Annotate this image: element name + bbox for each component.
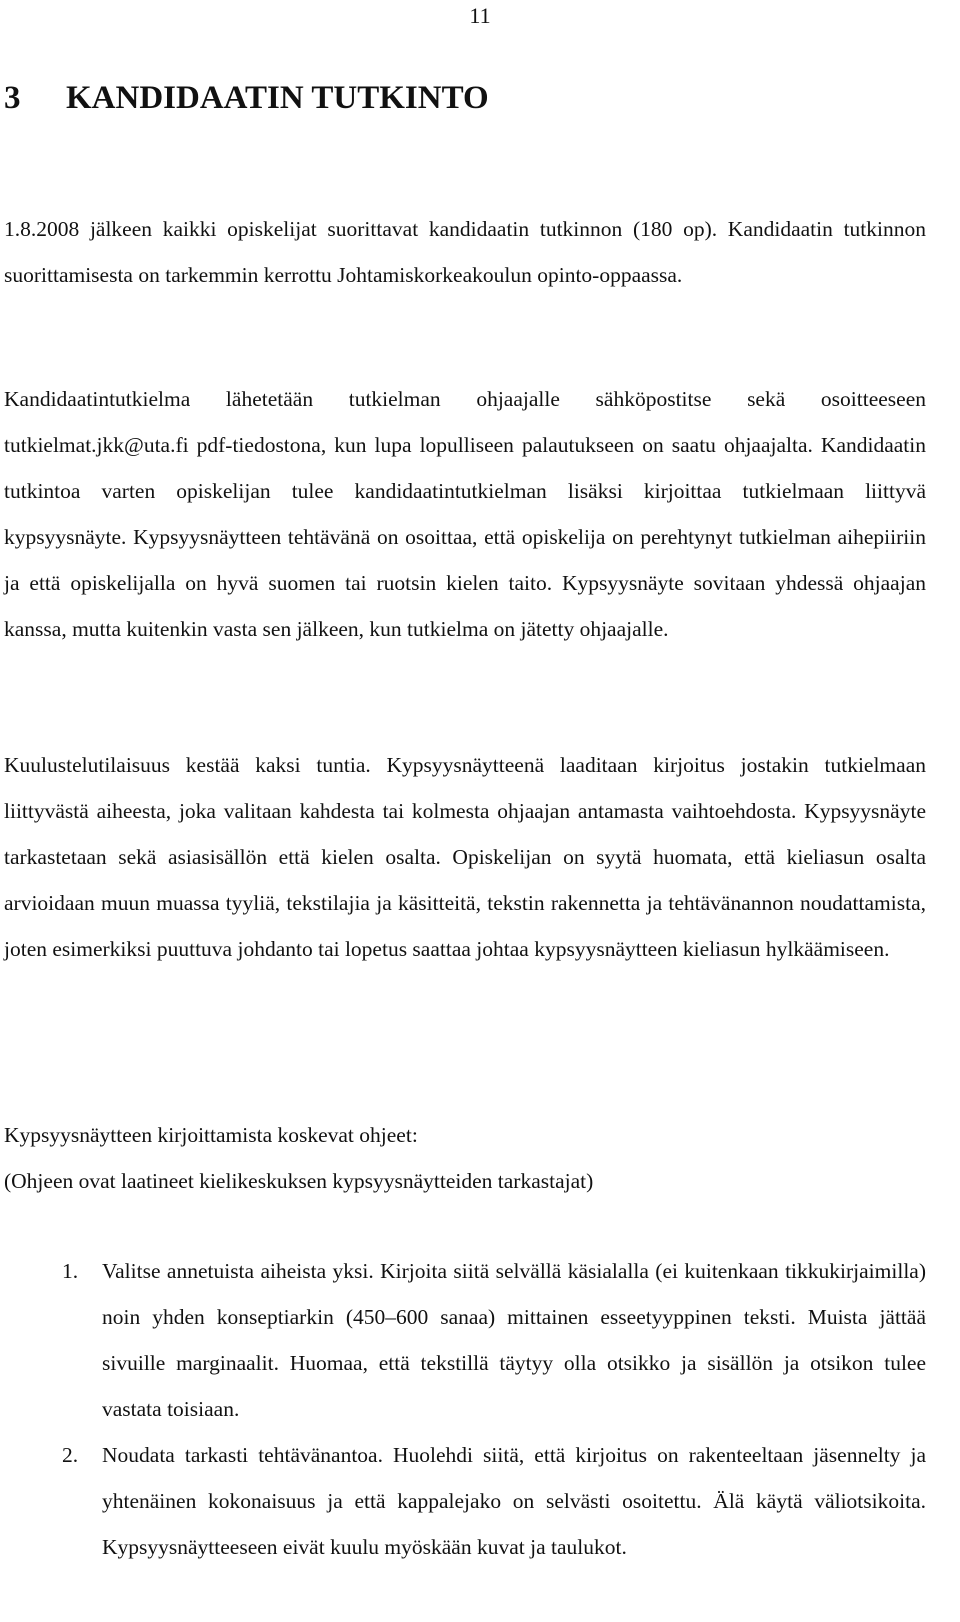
paragraph-degree-intro: 1.8.2008 jälkeen kaikki opiskelijat suorittavat kandidaatin tutkinnon (180 op). Kandidaatin tutkinnon suorittamisesta on tarkemmin kerrottu Johtamiskorkeakoulun opinto-oppaassa. [4, 217, 926, 287]
list-item [4, 1248, 926, 1432]
instructions-header [4, 1112, 926, 1204]
list-item [4, 1432, 926, 1570]
chapter-title: KANDIDAATIN TUTKINTO [66, 80, 489, 116]
chapter-heading [4, 76, 489, 120]
page-number: 11 [469, 3, 491, 28]
paragraph-thesis-submission: Kandidaatintutkielma lähetetään tutkielman ohjaajalle sähköpostitse sekä osoitteeseen tutkielmat.jkk@uta.fi pdf-tiedostona, kun lupa lopulliseen palautukseen on saatu ohjaajalta. Kandidaatin tutkintoa varten opiskelijan tulee kandidaatintutkielman lisäksi kirjoittaa tutkielmaan liittyvä kypsyysnäyte. Kypsyysnäytteen tehtävänä on osoittaa, että opiskelija on perehtynyt tutkielman aihepiiriin ja että opiskelijalla on hyvä suomen tai ruotsin kielen taito. Kypsyysnäyte sovitaan yhdessä ohjaajan kanssa, mutta kuitenkin vasta sen jälkeen, kun tutkielma on jätetty ohjaajalle. [4, 387, 926, 641]
list-item-marker: 1. [62, 1259, 79, 1283]
list-item-text: Noudata tarkasti tehtävänantoa. Huolehdi siitä, että kirjoitus on rakenteeltaan jäsennelty ja yhtenäinen kokonaisuus ja että kappalejako on selvästi osoitettu. Älä käytä väliotsikoita. Kypsyysnäytteeseen eivät kuulu myöskään kuvat ja taulukot. [102, 1443, 926, 1559]
instructions-heading: Kypsyysnäytteen kirjoittamista koskevat ohjeet: [4, 1123, 418, 1147]
instructions-list [4, 1248, 926, 1570]
list-item-text: Valitse annetuista aiheista yksi. Kirjoita siitä selvällä käsialalla (ei kuitenkaan tikkukirjaimilla) noin yhden konseptiarkin (450–600 sanaa) mittainen esseetyyppinen teksti. Muista jättää sivuille marginaalit. Huomaa, että tekstillä täytyy olla otsikko ja sisällön ja otsikon tulee vastata toisiaan. [102, 1259, 926, 1421]
paragraph-exam-session: Kuulustelutilaisuus kestää kaksi tuntia. Kypsyysnäytteenä laaditaan kirjoitus jostakin tutkielmaan liittyvästä aiheesta, joka valitaan kahdesta tai kolmesta ohjaajan antamasta vaihtoehdosta. Kypsyysnäyte tarkastetaan sekä asiasisällön että kielen osalta. Opiskelijan on syytä huomata, että kieliasun osalta arvioidaan muun muassa tyyliä, tekstilajia ja käsitteitä, tekstin rakennetta ja tehtävänannon noudattamista, joten esimerkiksi puuttuva johdanto tai lopetus saattaa johtaa kypsyysnäytteen kieliasun hylkäämiseen. [4, 753, 926, 961]
chapter-number: 3 [4, 80, 21, 116]
instructions-note: (Ohjeen ovat laatineet kielikeskuksen kypsyysnäytteiden tarkastajat) [4, 1169, 594, 1193]
list-item-marker: 2. [62, 1443, 79, 1467]
